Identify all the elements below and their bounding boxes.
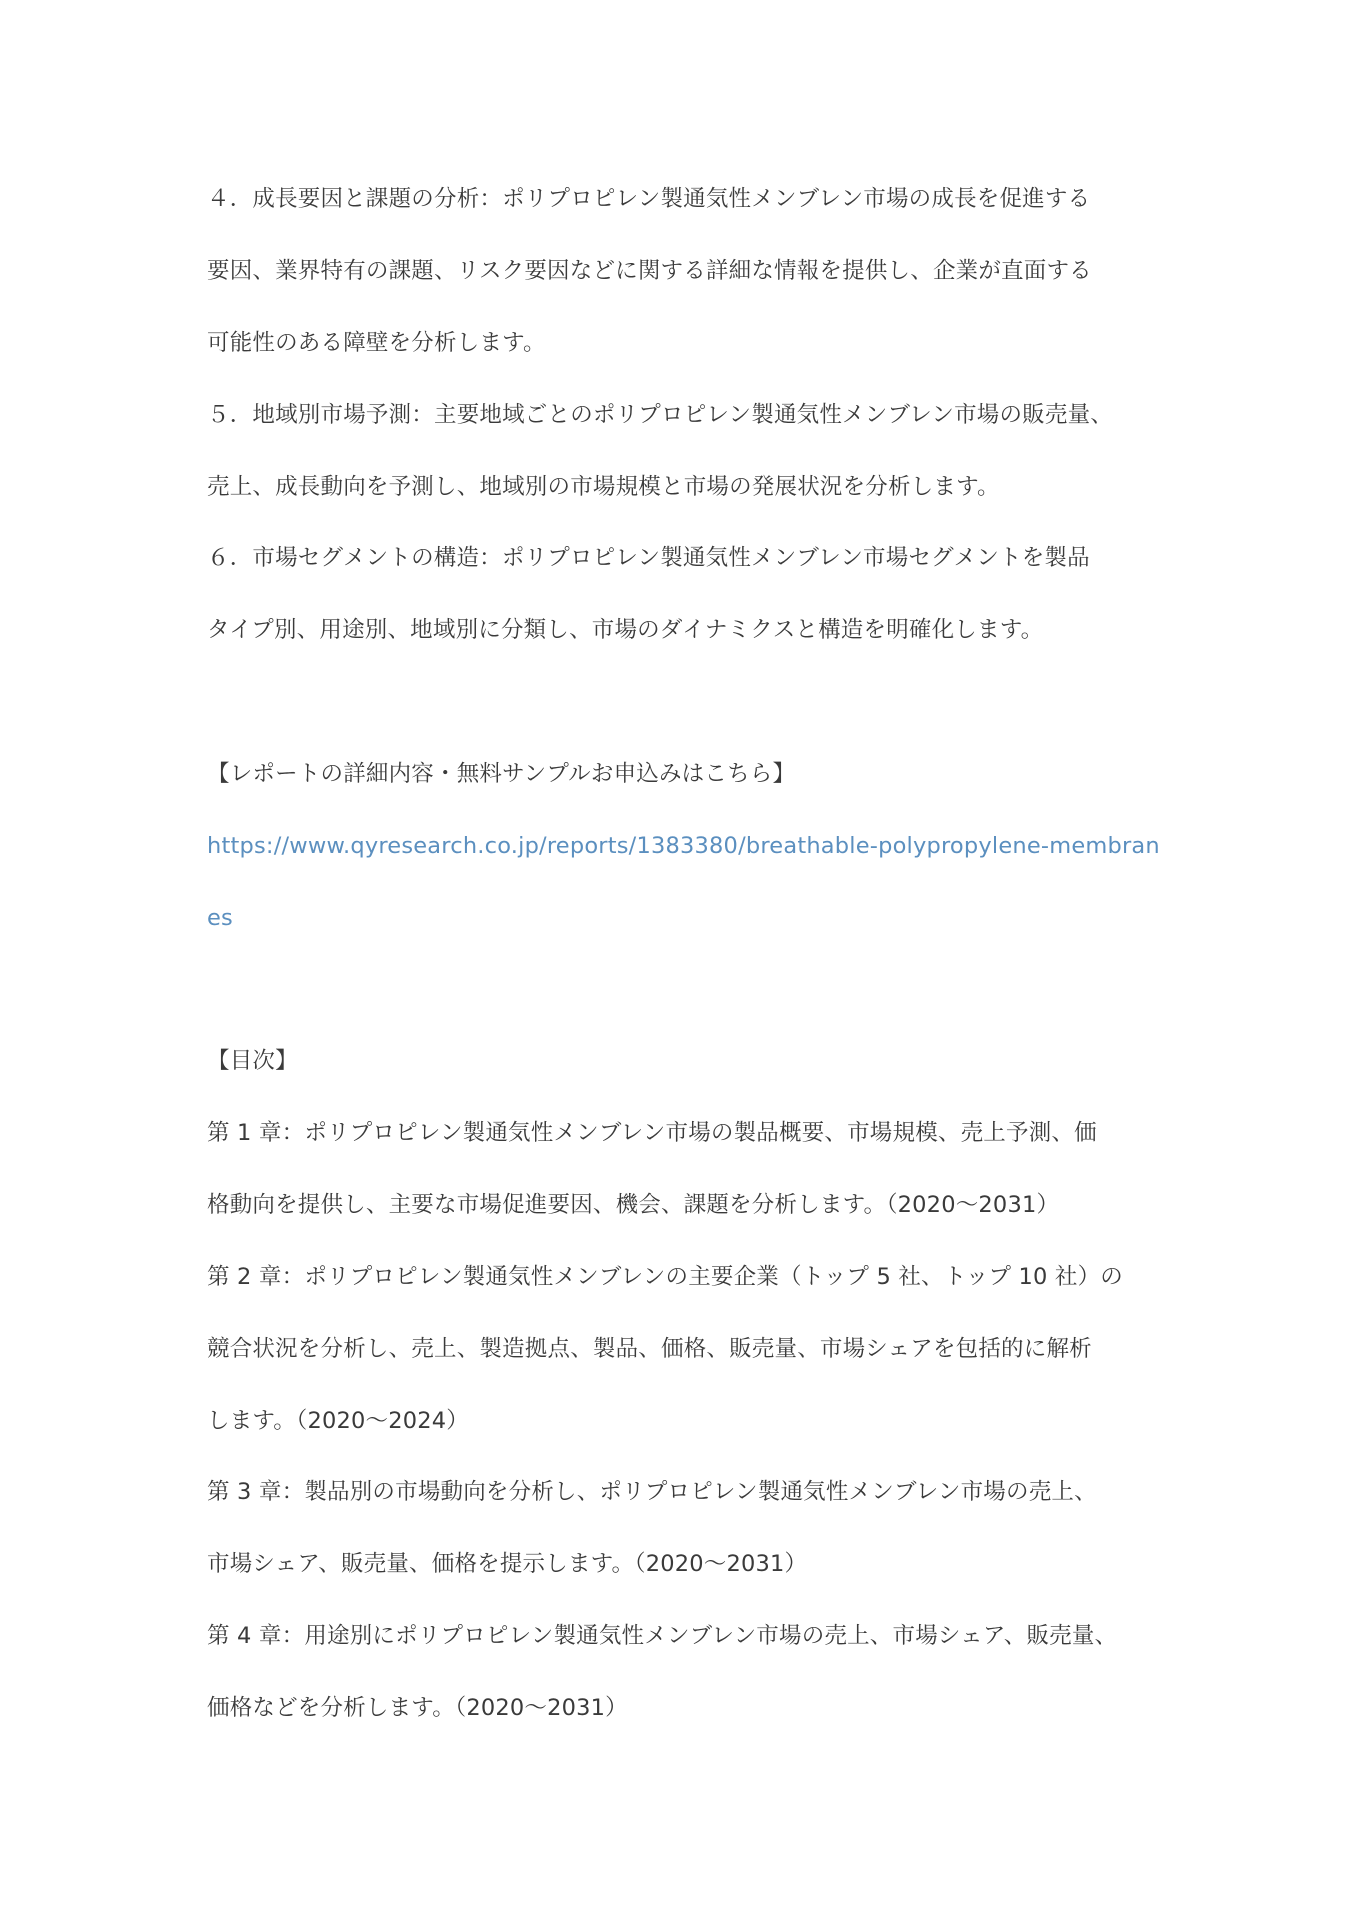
toc-chapter3-line-1: 第 3 章：製品別の市場動向を分析し、ポリプロピレン製通気性メンブレン市場の売上、 <box>207 1479 1097 1505</box>
toc-chapter3-line-2: 市場シェア、販売量、価格を提示します。（2020～2031） <box>207 1551 808 1577</box>
report-url-line-2[interactable]: es <box>207 905 233 931</box>
report-link-heading: 【レポートの詳細内容・無料サンプルお申込みはこちら】 <box>207 761 796 787</box>
toc-chapter2-line-1: 第 2 章：ポリプロピレン製通気性メンブレンの主要企業（トップ 5 社、トップ 10 社）の <box>207 1264 1123 1290</box>
toc-chapter4-line-2: 価格などを分析します。（2020～2031） <box>207 1695 628 1721</box>
toc-chapter2-line-3: します。（2020～2024） <box>207 1408 469 1434</box>
toc-chapter1-line-1: 第 1 章：ポリプロピレン製通気性メンブレン市場の製品概要、市場規模、売上予測、価 <box>207 1120 1097 1146</box>
item4-line-3: 可能性のある障壁を分析します。 <box>207 330 546 356</box>
item5-line-2: 売上、成長動向を予測し、地域別の市場規模と市場の発展状況を分析します。 <box>207 474 1000 500</box>
report-url-line-1[interactable]: https://www.qyresearch.co.jp/reports/1383380/breathable-polypropylene-membran <box>207 833 1160 859</box>
toc-chapter2-line-2: 競合状況を分析し、売上、製造拠点、製品、価格、販売量、市場シェアを包括的に解析 <box>207 1336 1092 1362</box>
item5-line-1: ５．地域別市場予測：主要地域ごとのポリプロピレン製通気性メンブレン市場の販売量、 <box>207 402 1113 428</box>
item6-line-2: タイプ別、用途別、地域別に分類し、市場のダイナミクスと構造を明確化します。 <box>207 617 1044 643</box>
toc-chapter4-line-1: 第 4 章：用途別にポリプロピレン製通気性メンブレン市場の売上、市場シェア、販売量、 <box>207 1623 1118 1649</box>
item6-line-1: ６．市場セグメントの構造：ポリプロピレン製通気性メンブレン市場セグメントを製品 <box>207 545 1090 571</box>
toc-heading: 【目次】 <box>207 1048 298 1074</box>
toc-chapter1-line-2: 格動向を提供し、主要な市場促進要因、機会、課題を分析します。（2020～2031） <box>207 1192 1060 1218</box>
item4-line-2: 要因、業界特有の課題、リスク要因などに関する詳細な情報を提供し、企業が直面する <box>207 258 1092 284</box>
item4-line-1: ４．成長要因と課題の分析：ポリプロピレン製通気性メンブレン市場の成長を促進する <box>207 186 1091 212</box>
